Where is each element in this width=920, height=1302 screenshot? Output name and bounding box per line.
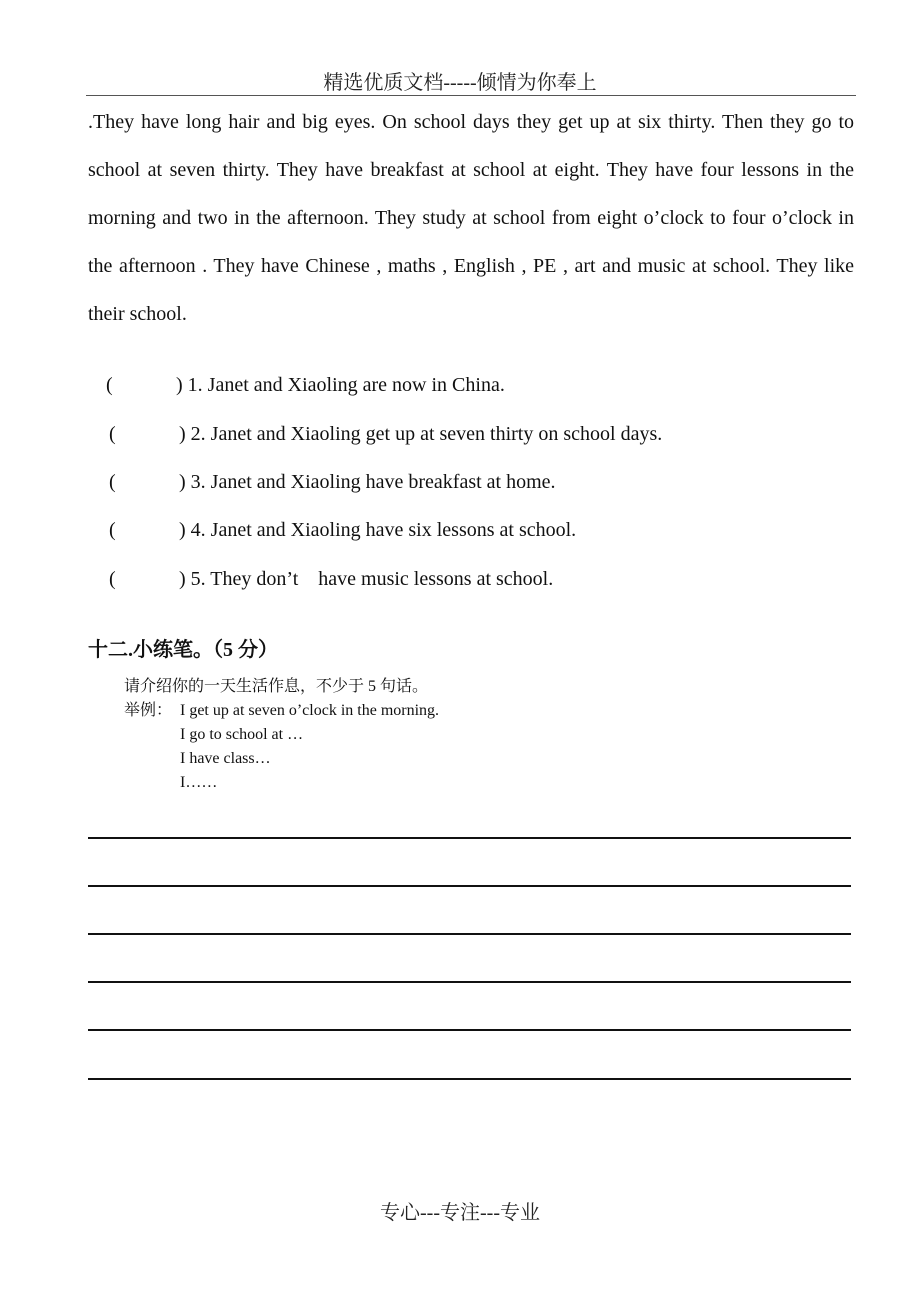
question-text: 5. They don’t have music lessons at school. bbox=[190, 568, 554, 590]
section-title: 十二.小练笔。（5 分） bbox=[88, 639, 278, 661]
answer-bracket-close: ) bbox=[179, 471, 186, 493]
page-footer: 专心---专注---专业 bbox=[380, 1202, 540, 1224]
tf-question-5 bbox=[109, 567, 553, 591]
writing-line bbox=[88, 1029, 851, 1031]
tf-question-2 bbox=[109, 422, 662, 446]
answer-bracket-close: ) bbox=[179, 423, 186, 445]
answer-bracket-open: ( bbox=[109, 568, 116, 590]
question-text: 3. Janet and Xiaoling have breakfast at home. bbox=[190, 471, 556, 493]
question-text: 2. Janet and Xiaoling get up at seven thirty on school days. bbox=[190, 423, 663, 445]
answer-bracket-open: ( bbox=[106, 374, 113, 396]
example-label: 举例： bbox=[124, 702, 173, 719]
answer-bracket-close: ) bbox=[179, 519, 186, 541]
example-line: I have class… bbox=[180, 750, 271, 767]
tf-question-3 bbox=[109, 470, 556, 494]
tf-question-1 bbox=[106, 373, 505, 397]
writing-line bbox=[88, 981, 851, 983]
tf-question-4 bbox=[109, 518, 576, 542]
page-header: 精选优质文档-----倾情为你奉上 bbox=[323, 72, 597, 94]
header-divider bbox=[86, 95, 856, 96]
example-line: I go to school at … bbox=[180, 726, 304, 743]
example-line: I…… bbox=[180, 774, 218, 791]
question-text: 4. Janet and Xiaoling have six lessons at school. bbox=[190, 519, 577, 541]
writing-instruction: 请介绍你的一天生活作息，不少于 5 句话。 bbox=[124, 678, 429, 695]
writing-line bbox=[88, 1078, 851, 1080]
reading-passage: .They have long hair and big eyes. On school days they get up at six thirty. Then they go to school at seven thirty. They have breakfast at school at eight. They have four lessons in the morning and two in the afternoon. They study at school from eight o’clock to four o’clock in the afternoon . They have Chinese , maths , English , PE , art and music at school. They like their school. bbox=[88, 111, 854, 325]
answer-bracket-close: ) bbox=[176, 374, 183, 396]
writing-line bbox=[88, 837, 851, 839]
example-line: I get up at seven o’clock in the morning. bbox=[180, 702, 440, 719]
answer-bracket-open: ( bbox=[109, 423, 116, 445]
question-text: 1. Janet and Xiaoling are now in China. bbox=[187, 374, 505, 396]
writing-line bbox=[88, 885, 851, 887]
writing-line bbox=[88, 933, 851, 935]
answer-bracket-close: ) bbox=[179, 568, 186, 590]
answer-bracket-open: ( bbox=[109, 471, 116, 493]
answer-bracket-open: ( bbox=[109, 519, 116, 541]
